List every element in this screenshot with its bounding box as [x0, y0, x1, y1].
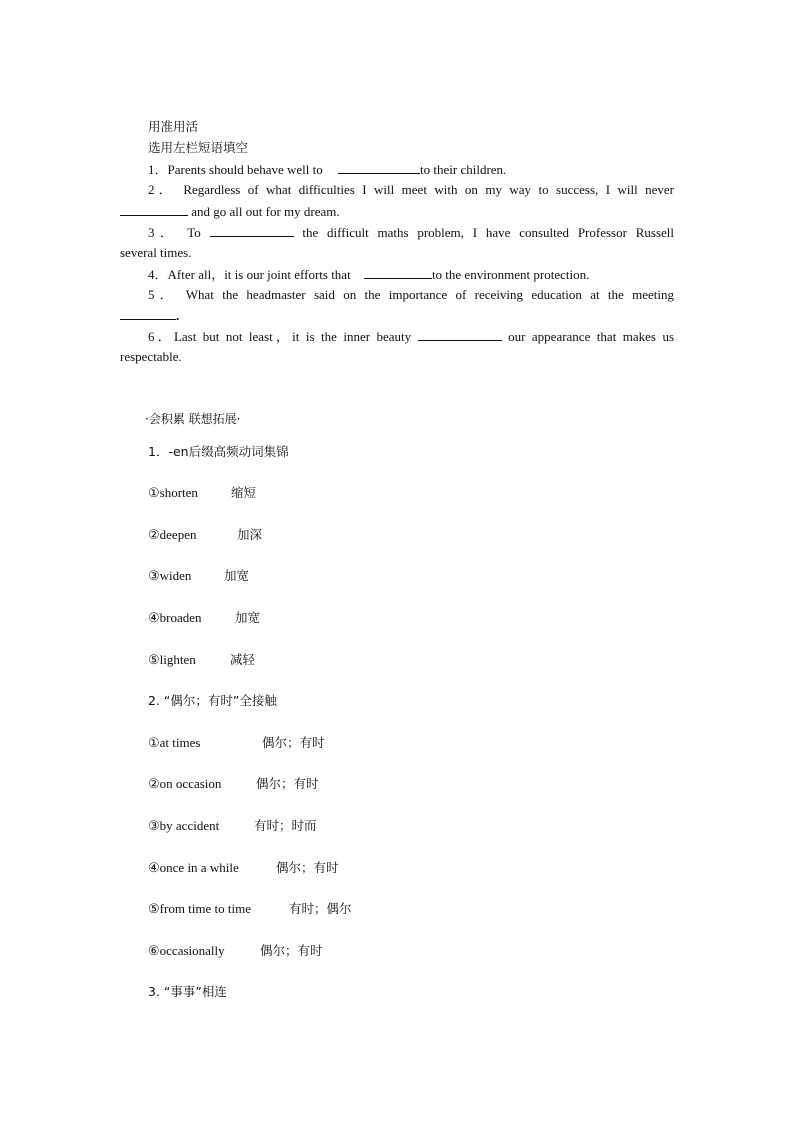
exercise-item-2	[148, 182, 674, 198]
vocab-item: ①shorten 缩短	[148, 485, 257, 500]
exercise-item-1	[148, 161, 506, 178]
exercise-item-6	[148, 328, 674, 345]
item-text-after: and go all out for my dream.	[191, 204, 340, 219]
vocab-item: ④broaden 加宽	[148, 610, 261, 625]
item-text-before: To	[187, 225, 201, 240]
item-text-after: to the environment protection.	[431, 267, 590, 282]
vocab-item: ③widen 加宽	[148, 568, 250, 583]
vocab-item: ②deepen 加深	[148, 527, 263, 542]
exercise-item-3	[148, 224, 674, 241]
group-title-2: 2. “偶尔；有时”全接触	[148, 693, 277, 708]
item-text-before: After all，it is our joint efforts that	[167, 267, 351, 282]
group-title-3: 3. “事事”相连	[148, 984, 227, 999]
item-text-before: Last but not least，it is the inner beauty	[173, 329, 412, 344]
item-text-before: Regardless of what difficulties I will meet with on my way to success, I will never	[183, 182, 674, 197]
item-text-after: our appearance that makes us	[508, 329, 675, 344]
vocab-item: ⑤lighten 减轻	[148, 652, 256, 667]
item-text-after: to their children.	[420, 162, 507, 177]
answer-blank[interactable]	[120, 203, 188, 216]
exercise-item-2-cont	[120, 203, 340, 220]
section-heading: ·会积累 联想拓展·	[145, 412, 241, 426]
exercise-heading: 用准用活	[148, 119, 199, 134]
item-text-after: .	[176, 308, 180, 323]
exercise-item-6-cont: respectable.	[120, 349, 182, 364]
answer-blank[interactable]	[338, 161, 420, 174]
answer-blank[interactable]	[364, 266, 432, 279]
group-title-1: 1．-en后缀高频动词集锦	[148, 444, 289, 459]
item-number: 6．	[148, 329, 174, 344]
item-number: 4．	[148, 267, 168, 282]
vocab-item: ②on occasion 偶尔；有时	[148, 776, 319, 791]
item-text-after: the difficult maths problem, I have consulted Professor Russell	[302, 225, 675, 240]
exercise-instruction: 选用左栏短语填空	[148, 140, 249, 155]
exercise-item-5	[148, 287, 674, 303]
item-number: 3．	[148, 225, 179, 240]
exercise-item-5-cont	[120, 307, 179, 324]
answer-blank[interactable]	[120, 307, 176, 320]
item-number: 2．	[148, 182, 176, 197]
vocab-item: ④once in a while 偶尔；有时	[148, 860, 339, 875]
answer-blank[interactable]	[210, 224, 294, 237]
item-text-before: Parents should behave well to	[167, 162, 323, 177]
vocab-item: ③by accident 有时；时而	[148, 818, 317, 833]
vocab-item: ⑥occasionally 偶尔；有时	[148, 943, 323, 958]
vocab-item: ①at times 偶尔；有时	[148, 735, 325, 750]
item-text-before: What the headmaster said on the importance of receiving education at the meeting	[185, 287, 675, 302]
exercise-item-4	[148, 266, 589, 283]
item-number: 1．	[148, 162, 168, 177]
exercise-item-3-cont: several times.	[120, 245, 192, 260]
item-number: 5．	[148, 287, 178, 302]
answer-blank[interactable]	[418, 328, 502, 341]
vocab-item: ⑤from time to time 有时；偶尔	[148, 901, 352, 916]
